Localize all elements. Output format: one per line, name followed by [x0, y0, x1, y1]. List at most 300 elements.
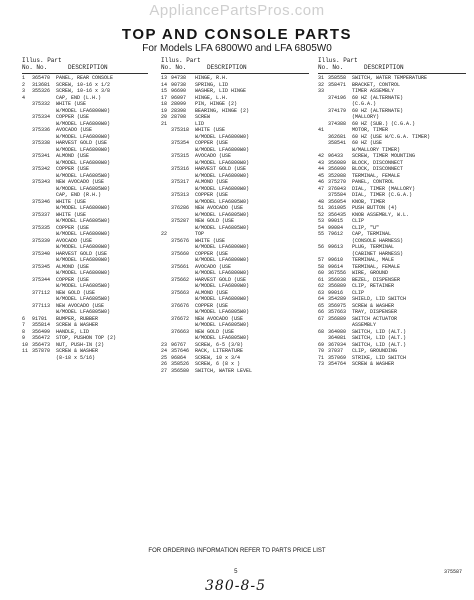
part-description: TERMINAL, MALE	[352, 257, 395, 263]
illus-number: 1	[22, 75, 26, 81]
part-number: 375345	[32, 263, 51, 270]
illus-number: 31	[318, 75, 325, 81]
part-number: 358471	[328, 81, 347, 88]
part-description: BLOCK, DISCONNECT	[352, 166, 404, 172]
part-description: W/MODEL LFA6805W0)	[56, 283, 111, 289]
part-number: 28099	[171, 101, 187, 107]
part-description: (C.G.A.)	[352, 101, 377, 107]
part-number: 375316	[171, 166, 190, 172]
part-description: W/MODEL LFA6805W0)	[195, 309, 250, 315]
illus-number: 66	[318, 309, 325, 315]
illus-number: 68	[318, 328, 325, 335]
part-description: CAP, TERMINAL	[352, 231, 392, 237]
part-number: 375332	[32, 101, 51, 107]
part-description: W/MODEL LFA6800W0)	[56, 133, 111, 140]
part-number: 96767	[171, 341, 187, 348]
illus-number: 60	[318, 270, 325, 276]
part-number: 364080	[328, 328, 347, 335]
part-number: 375662	[171, 276, 190, 283]
part-number: 377113	[32, 302, 51, 309]
part-number: 375342	[32, 166, 51, 172]
part-description: SWITCH, LID (ALT.)	[352, 341, 407, 348]
part-number: 356435	[328, 211, 347, 218]
part-description: (MALLORY)	[352, 114, 380, 120]
part-description: W/MODEL LFA6800W0)	[195, 283, 250, 289]
part-description: NEW GOLD (USE	[56, 289, 96, 296]
part-description: MOTOR, TIMER	[352, 127, 389, 133]
illus-number: 57	[318, 257, 325, 263]
illus-number: 58	[318, 263, 325, 270]
part-description: (CABINET HARNESS)	[352, 250, 404, 257]
illus-number: 55	[318, 231, 325, 237]
part-number: 28708	[171, 114, 187, 120]
part-description: CLIP	[352, 218, 365, 224]
part-description: HARVEST GOLD (USE	[195, 166, 247, 172]
part-number: 367034	[328, 341, 347, 348]
part-description: W/MODEL LFA6800W0)	[195, 244, 250, 250]
part-description: AVOCADO (USE	[195, 263, 232, 270]
part-description: W/MODEL LFA6800W0)	[195, 257, 250, 263]
part-description: 60 HZ (USE W/C.G.A. TIMER)	[352, 133, 431, 140]
part-description: W/MODEL LFA6800W0)	[195, 159, 250, 166]
part-description: CLIP, GROUNDING	[352, 348, 398, 354]
illus-number: 65	[318, 302, 325, 309]
part-description: SWITCH, LID (ALT.)	[352, 328, 407, 335]
part-description: W/MODEL LFA6800W0)	[56, 107, 111, 114]
part-description: SWITCH, LID (ALT.)	[352, 335, 407, 341]
illus-number: 61	[318, 276, 325, 283]
part-number: 376043	[328, 185, 347, 192]
illus-number: 69	[318, 341, 325, 348]
part-description: CLIP	[352, 289, 365, 296]
part-number: 375317	[171, 179, 190, 185]
illus-number: 52	[318, 211, 325, 218]
part-description: SCREW, 10-16 x 3/8	[56, 88, 111, 94]
part-description: SCREW	[195, 114, 211, 120]
part-number: 375335	[32, 224, 51, 231]
part-number: 99015	[328, 218, 344, 224]
part-description: SHIELD, LID SWITCH	[352, 296, 407, 302]
part-number: 375663	[171, 289, 190, 296]
part-description: CLIP, RETAINER	[352, 283, 395, 289]
handwritten-note: 380-8-5	[205, 578, 266, 594]
header-illus-part: Illus. Part	[161, 57, 201, 64]
part-description: TOP	[195, 231, 205, 237]
part-description: W/MODEL LFA6800W0)	[195, 172, 250, 179]
part-description: KNOB, TIMER	[352, 198, 386, 205]
part-number: 313681	[32, 81, 51, 88]
part-description: BEZEL, DISPENSER	[352, 276, 401, 283]
part-number: 91701	[32, 315, 48, 322]
part-number: 356038	[328, 276, 347, 283]
part-number: 375270	[328, 179, 347, 185]
part-number: 364081	[328, 335, 347, 341]
part-description: W/MODEL LFA6805W0)	[195, 211, 250, 218]
part-number: 376672	[171, 315, 190, 322]
part-number: 356054	[328, 198, 347, 205]
part-description: SCREW, 10 x 3/4	[195, 354, 241, 361]
part-number: 375338	[32, 140, 51, 146]
part-number: 28398	[171, 107, 187, 114]
illus-number: 56	[318, 244, 325, 250]
part-number: 99613	[328, 244, 344, 250]
illus-number: 14	[161, 81, 168, 88]
part-description: PLUG, TERMINAL	[352, 244, 395, 250]
illus-number: 64	[318, 296, 325, 302]
part-description: W/MODEL LFA6805W0)	[56, 309, 111, 315]
illus-number: 2	[22, 81, 26, 88]
part-description: W/MODEL LFA6805W0)	[56, 185, 111, 192]
part-description: W/MODEL LFA6800W0)	[195, 296, 250, 302]
part-description: W/MODEL LFA6800W0)	[56, 159, 111, 166]
illus-number: 10	[22, 341, 29, 348]
part-number: 357663	[328, 309, 347, 315]
part-number: 355326	[32, 88, 51, 94]
part-description: TRAY, DISPENSER	[352, 309, 398, 315]
part-number: 358526	[171, 361, 190, 367]
part-description: SWITCH, WATER TEMPERATURE	[352, 75, 428, 81]
part-description: WHITE (USE	[56, 101, 87, 107]
part-description: NEW GOLD (USE	[195, 218, 235, 224]
illus-number: 44	[318, 166, 325, 172]
part-number: 357069	[328, 354, 347, 361]
parts-column-3	[318, 57, 466, 367]
part-description: HARVEST GOLD (USE	[195, 276, 247, 283]
part-description: W/MODEL LFA6805W0)	[195, 322, 250, 328]
part-description: HARVEST GOLD (USE	[56, 250, 108, 257]
part-description: W/MODEL LFA6800W0)	[195, 185, 250, 192]
part-number: 356089	[328, 159, 347, 166]
part-description: ALMOND (USE	[195, 179, 229, 185]
part-description: STRIKE, LID SWITCH	[352, 354, 407, 361]
illus-number: 54	[318, 224, 325, 231]
part-description: SCREW, 6 (8 x )	[195, 361, 241, 367]
header-no: No. No. DESCRIPTION	[22, 64, 108, 71]
part-number: 94738	[171, 75, 187, 81]
illus-number: 26	[161, 361, 168, 367]
part-description: TERMINAL, FEMALE	[352, 263, 401, 270]
part-description: W/MODEL LFA6800W0)	[56, 205, 111, 211]
part-number: 375354	[171, 140, 190, 146]
part-description: W/MODEL LFA6800W0)	[56, 120, 111, 127]
part-number: 96433	[328, 153, 344, 159]
part-number: 96097	[171, 94, 187, 101]
part-description: SCREW & WASHER	[56, 322, 99, 328]
part-description: W/MODEL LFA6800W0)	[56, 257, 111, 263]
part-number: 375676	[171, 237, 190, 244]
part-description: WASHER, LID HINGE	[195, 88, 247, 94]
parts-row	[161, 368, 309, 375]
part-description: W/MODEL LFA6805W0)	[56, 296, 111, 302]
part-description: W/MODEL LFA6800W0)	[56, 231, 111, 237]
part-number: 356975	[328, 302, 347, 309]
header-no: No. No. DESCRIPTION	[318, 64, 404, 71]
illus-number: 71	[318, 354, 325, 361]
part-number: 375336	[32, 127, 51, 133]
part-description: SCREW & WASHER	[352, 302, 395, 309]
part-number: 99614	[328, 263, 344, 270]
illus-number: 3	[22, 88, 26, 94]
illus-number: 4	[22, 94, 26, 101]
illus-number: 46	[318, 179, 325, 185]
part-description: AVOCADO (USE	[56, 127, 93, 133]
part-description: PANEL, REAR CONSOLE	[56, 75, 114, 81]
part-number: 375341	[32, 153, 51, 159]
part-description: SWITCH ACTUATOR	[352, 315, 398, 322]
illus-number: 70	[318, 348, 325, 354]
part-description: WHITE (USE	[195, 237, 226, 244]
part-description: COPPER (USE	[56, 166, 90, 172]
part-number: 376286	[171, 205, 190, 211]
header-illus-part: Illus. Part	[318, 57, 358, 64]
part-description: W/MODEL LFA6805W0)	[195, 224, 250, 231]
illus-number: 41	[318, 127, 325, 133]
part-description: W/MODEL LFA6800W0)	[195, 270, 250, 276]
illus-number: 42	[318, 153, 325, 159]
part-description: WIRE, GROUND	[352, 270, 389, 276]
illus-number: 27	[161, 367, 168, 374]
part-number: 376676	[171, 302, 190, 309]
part-description: W/MODEL LFA6800W0)	[195, 133, 250, 140]
part-description: ALMOND (USE	[56, 263, 90, 270]
part-description: W/MODEL LFA6800W0)	[56, 146, 111, 153]
part-number: 375339	[32, 237, 51, 244]
column-header	[22, 57, 148, 74]
part-number: 375334	[32, 114, 51, 120]
illus-number: 11	[22, 348, 29, 354]
part-number: 354764	[328, 361, 347, 367]
column-header	[161, 57, 309, 74]
part-number: 354289	[328, 296, 347, 302]
header-illus-part: Illus. Part	[22, 57, 62, 64]
part-number: 375660	[171, 250, 190, 257]
part-number: 79612	[328, 231, 344, 237]
part-description: PIN, HINGE (2)	[195, 101, 238, 107]
part-number: 356580	[171, 367, 190, 374]
illus-number: 21	[161, 120, 168, 127]
part-description: SCREW, 6-5 (3/8)	[195, 341, 244, 348]
illus-number: 7	[22, 322, 26, 328]
part-description: W/MODEL LFA6800W0)	[56, 270, 111, 276]
parts-column-1	[22, 57, 148, 359]
illus-number: 48	[318, 198, 325, 205]
illus-number: 22	[161, 231, 168, 237]
part-number: 356090	[328, 166, 347, 172]
part-number: 375661	[171, 263, 190, 270]
part-description: TIMER ASSEMBLY	[352, 88, 395, 94]
illus-number: 19	[161, 107, 168, 114]
part-description: HARVEST GOLD (USE	[56, 140, 108, 146]
part-number: 37037	[328, 348, 344, 354]
part-description: 60 HZ (SUB.) (C.G.A.)	[352, 120, 416, 127]
page-number: 5	[234, 568, 238, 575]
part-description: W/MODEL LFA6805W0)	[195, 335, 250, 341]
part-number: 375340	[32, 250, 51, 257]
part-number: 355814	[32, 322, 51, 328]
part-description: COPPER (USE	[195, 140, 229, 146]
illus-number: 9	[22, 335, 26, 341]
part-number: 377112	[32, 289, 51, 296]
part-description: PANEL, CONTROL	[352, 179, 395, 185]
part-number: 90738	[171, 81, 187, 88]
part-description: KNOB ASSEMBLY, W.L.	[352, 211, 410, 218]
part-description: AVOCADO (USE	[56, 237, 93, 244]
part-number: 361005	[328, 205, 347, 211]
part-number: 99016	[328, 289, 344, 296]
part-number: 375315	[171, 153, 190, 159]
part-description: CAP, END (R.H.)	[56, 192, 102, 198]
part-number: 375344	[32, 276, 51, 283]
part-number: 374196	[328, 94, 347, 101]
illus-number: 15	[161, 88, 168, 94]
part-number: 375337	[32, 211, 51, 218]
part-description: 60 HZ (ALTERNATE)	[352, 107, 404, 114]
part-description: WHITE (USE	[195, 127, 226, 133]
part-description: PUSH BUTTON (4)	[352, 205, 398, 211]
part-number: 356889	[328, 283, 347, 289]
part-description: SCREW & WASHER	[56, 348, 99, 354]
header-no: No. No. DESCRIPTION	[161, 64, 247, 71]
part-description: NEW AVOCADO (USE	[195, 315, 244, 322]
part-description: COPPER (USE	[56, 114, 90, 120]
part-description: BLOCK, DISCONNECT	[352, 159, 404, 166]
part-description: RACK, LITERATURE	[195, 348, 244, 354]
part-description: W/MALLORY TIMER)	[352, 146, 401, 153]
part-number: 352088	[328, 172, 347, 179]
part-number: 358541	[328, 140, 347, 146]
part-description: WHITE (USE	[56, 211, 87, 218]
part-description: SCREW, 10-16 x 1/2	[56, 81, 111, 88]
watermark: AppliancePartsPros.com	[149, 2, 325, 19]
parts-row	[318, 361, 466, 368]
part-description: SCREW & WASHER	[352, 361, 395, 367]
part-number: 356889	[328, 315, 347, 322]
part-number: 357870	[32, 348, 51, 354]
part-description: HANDLE, LID	[56, 328, 90, 335]
part-description: ASSEMBLY	[352, 322, 377, 328]
parts-column-2	[161, 57, 309, 374]
part-description: DIAL, TIMER (C.G.A.)	[352, 192, 413, 198]
illus-number: 25	[161, 354, 168, 361]
part-number: 356473	[32, 341, 51, 348]
illus-number: 18	[161, 101, 168, 107]
illus-number: 6	[22, 315, 26, 322]
illus-number: 8	[22, 328, 26, 335]
part-description: 60 HZ (USE	[352, 140, 383, 146]
illus-number: 17	[161, 94, 168, 101]
part-description: W/MODEL LFA6800W0)	[56, 244, 111, 250]
page-subtitle: For Models LFA 6800W0 and LFA 6805W0	[142, 43, 332, 54]
part-description: SCREW, TIMER MOUNTING	[352, 153, 416, 159]
part-number: 362681	[328, 133, 347, 140]
part-description: W/MODEL LFA6800W0)	[195, 146, 250, 153]
part-description: W/MODEL LFA6805W0)	[56, 218, 111, 224]
part-number: 376663	[171, 328, 190, 335]
illus-number: 24	[161, 348, 168, 354]
illus-number: 20	[161, 114, 168, 120]
part-description: BRACKET, CONTROL	[352, 81, 401, 88]
part-description: NUT, PUSH-IN (2)	[56, 341, 105, 348]
illus-number: 45	[318, 172, 325, 179]
part-number: 356499	[32, 328, 51, 335]
part-description: COPPER (USE	[56, 224, 90, 231]
illus-number: 43	[318, 159, 325, 166]
part-description: COPPER (USE	[56, 276, 90, 283]
illus-number: 73	[318, 361, 325, 367]
illus-number: 53	[318, 218, 325, 224]
ordering-info-footer: FOR ORDERING INFORMATION REFER TO PARTS PRICE LIST	[148, 548, 326, 554]
part-description: ALMOND (USE	[56, 153, 90, 159]
part-description: COPPER (USE	[195, 192, 229, 198]
part-number: 367556	[328, 270, 347, 276]
illus-number: 62	[318, 283, 325, 289]
illus-number: 32	[318, 81, 325, 88]
part-description: W/MODEL LFA6805W0)	[56, 172, 111, 179]
part-description: NEW AVOCADO (USE	[195, 205, 244, 211]
part-description: LID	[195, 120, 205, 127]
part-number: 99084	[328, 224, 344, 231]
part-number: 356472	[32, 335, 51, 341]
part-number: 357646	[171, 348, 190, 354]
part-description: BUMPER, RUBBER	[56, 315, 99, 322]
part-description: (8-18 x 5/16)	[56, 354, 96, 361]
illus-number: 51	[318, 205, 325, 211]
part-number: 374388	[328, 120, 347, 127]
part-description: WHITE (USE	[56, 198, 87, 205]
part-description: SPRING, LID	[195, 81, 229, 88]
part-description: CLIP, "U"	[352, 224, 380, 231]
illus-number: 13	[161, 75, 168, 81]
part-number: 99610	[328, 257, 344, 263]
part-description: NEW GOLD (USE	[195, 328, 235, 335]
part-description: HINGE, R.H.	[195, 75, 229, 81]
part-number: 358558	[328, 75, 347, 81]
part-number: 96864	[171, 354, 187, 361]
part-number: 375584	[328, 192, 347, 198]
part-description: DIAL, TIMER (MALLORY)	[352, 185, 416, 192]
part-description: W/MODEL LFA6805W0)	[195, 198, 250, 205]
part-description: STOP, PUSHON TOP (2)	[56, 335, 117, 341]
part-description: NEW AVOCADO (USE	[56, 302, 105, 309]
part-description: COPPER (USE	[195, 302, 229, 309]
part-number: 375318	[171, 127, 190, 133]
illus-number: 23	[161, 341, 168, 348]
parts-row	[22, 355, 148, 362]
illus-number: 67	[318, 315, 325, 322]
part-number: 375346	[32, 198, 51, 205]
part-description: BEARING, HINGE (2)	[195, 107, 250, 114]
part-description: TERMINAL, FEMALE	[352, 172, 401, 179]
part-description: SWITCH, WATER LEVEL	[195, 367, 253, 374]
part-number: 365470	[32, 75, 51, 81]
illus-number: 63	[318, 289, 325, 296]
part-number: 375343	[32, 179, 51, 185]
part-description: COPPER (USE	[195, 250, 229, 257]
part-description: AVOCADO (USE	[195, 153, 232, 159]
part-description: HINGE, L.H.	[195, 94, 229, 101]
document-reference: 375587	[443, 569, 462, 575]
column-header	[318, 57, 466, 74]
illus-number: 33	[318, 88, 325, 94]
part-description: (CONSOLE HARNESS)	[352, 237, 404, 244]
part-description: 60 HZ (ALTERNATE)	[352, 94, 404, 101]
page-title: TOP AND CONSOLE PARTS	[121, 26, 353, 43]
illus-number: 47	[318, 185, 325, 192]
part-number: 375313	[171, 192, 190, 198]
part-description: CAP, END (L.H.)	[56, 94, 102, 101]
part-description: NEW AVOCADO (USE	[56, 179, 105, 185]
part-number: 375287	[171, 218, 190, 224]
